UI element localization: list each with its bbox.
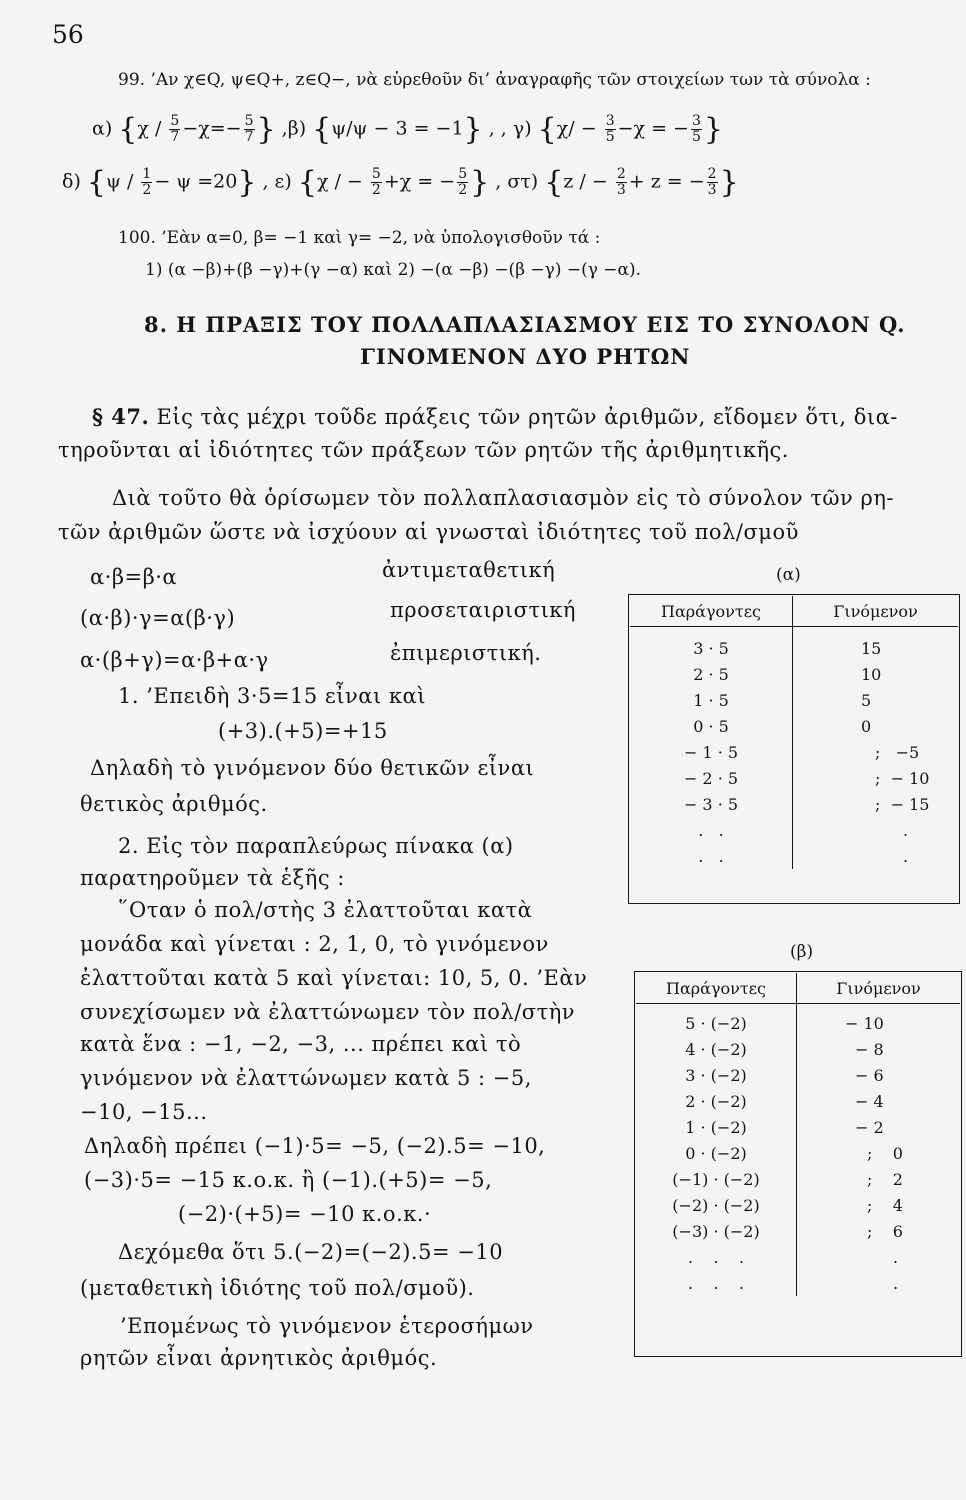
text-line: μονάδα καὶ γίνεται : 2, 1, 0, τὸ γινόμενον: [80, 932, 549, 956]
table-header: Παράγοντες: [630, 596, 793, 627]
set-a-mid: −χ=−: [182, 117, 242, 140]
table-row: [630, 661, 958, 687]
factor-cell: 1 · (−2): [636, 1114, 797, 1140]
exercise-99-line1: α) {χ / $\frac{5}{7}$ −χ=− $\frac{5}{7}$ } ,β) {ψ/ψ − 3 = −1} , , γ) {χ/ − $\frac{3}{5}$ −χ = − $\frac{3}{5}$ }: [92, 112, 723, 147]
product-cell: − 4: [855, 1091, 884, 1111]
set-b-label: ,β): [281, 117, 307, 140]
exercise-99-line2: δ) {ψ / $\frac{1}{2}$ − ψ =20} , ε) {χ / − $\frac{5}{2}$ +χ = − $\frac{5}{2}$ } , στ) {z / − $\frac{2}{3}$ + z = − $\frac{2}{3}$ }: [62, 165, 739, 200]
text-line: −10, −15...: [80, 1100, 208, 1124]
product-cell: 0: [861, 716, 872, 736]
fraction: $\frac{2}{3}$: [707, 166, 717, 198]
table-row: [630, 843, 958, 869]
factor-cell: 2 · (−2): [636, 1088, 797, 1114]
table-row: [636, 1166, 960, 1192]
text-line: Δηλαδὴ πρέπει (−1)·5= −5, (−2).5= −10,: [84, 1134, 546, 1158]
text-line: παρατηροῦμεν τὰ ἑξῆς :: [80, 866, 345, 890]
set-a-label: α): [92, 117, 113, 140]
text-line: συνεχίσωμεν νὰ ἐλαττώνωμεν τὸν πολ/στὴν: [80, 1000, 576, 1024]
text-line: 1. ’Επειδὴ 3·5=15 εἶναι καὶ: [118, 684, 426, 708]
table-header: Γινόμενον: [793, 596, 959, 627]
property-name: προσεταιριστική: [390, 598, 577, 622]
factor-cell: . .: [630, 843, 793, 869]
product-cell: .: [893, 1247, 899, 1267]
factor-cell: 3 · 5: [630, 627, 793, 662]
fraction: $\frac{3}{5}$: [605, 113, 615, 145]
table-a: [630, 596, 958, 869]
table-header: Παράγοντες: [636, 973, 797, 1004]
set-g-pre: χ/ −: [556, 117, 597, 140]
text-line: (−3)·5= −15 κ.ο.κ. ἢ (−1).(+5)= −5,: [84, 1168, 493, 1192]
fraction: $\frac{5}{7}$: [244, 113, 254, 145]
fraction: $\frac{1}{2}$: [142, 166, 152, 198]
table-row: [630, 713, 958, 739]
product-cell: ; 6: [867, 1221, 903, 1241]
para-47-number: § 47.: [92, 404, 150, 429]
product-cell: 10: [861, 664, 882, 684]
table-row: [636, 1244, 960, 1270]
text-line: (−2)·(+5)= −10 κ.ο.κ.·: [178, 1202, 432, 1226]
set-b-body: ψ/ψ − 3 = −1: [331, 117, 464, 140]
factor-cell: 5 · (−2): [636, 1004, 797, 1037]
text-line: κατὰ ἕνα : −1, −2, −3, ... πρέπει καὶ τὸ: [80, 1032, 522, 1056]
text-line: ῞Οταν ὁ πολ/στὴς 3 ἐλαττοῦται κατὰ: [118, 898, 533, 922]
product-cell: ; − 15: [875, 794, 930, 814]
table-row: [636, 1140, 960, 1166]
fraction: $\frac{5}{2}$: [371, 166, 381, 198]
table-b-caption: (β): [790, 942, 814, 962]
product-cell: 5: [861, 690, 872, 710]
set-d-label: δ): [62, 170, 81, 193]
property-formula: α·(β+γ)=α·β+α·γ: [80, 648, 269, 672]
table-row: [630, 817, 958, 843]
section-title: 8. Η ΠΡΑΞΙΣ ΤΟΥ ΠΟΛΛΑΠΛΑΣΙΑΣΜΟΥ ΕΙΣ ΤΟ ΣΥΝΟΛΟΝ Q.: [144, 312, 906, 337]
text-line: 2. Εἰς τὸν παραπλεύρως πίνακα (α): [118, 834, 514, 858]
product-cell: .: [903, 820, 909, 840]
fraction: $\frac{2}{3}$: [616, 166, 626, 198]
property-name: ἐπιμεριστική.: [390, 641, 542, 665]
property-formula: α·β=β·α: [90, 565, 178, 589]
fraction: $\frac{5}{7}$: [170, 113, 180, 145]
set-e-label: , ε): [262, 170, 292, 193]
table-row: [636, 1192, 960, 1218]
set-st-pre: z / −: [563, 170, 608, 193]
factor-cell: 1 · 5: [630, 687, 793, 713]
product-cell: ; 0: [867, 1143, 903, 1163]
text-line: Δηλαδὴ τὸ γινόμενον δύο θετικῶν εἶναι: [90, 756, 535, 780]
fraction: $\frac{3}{5}$: [691, 113, 701, 145]
table-row: [630, 765, 958, 791]
exercise-100-line: 1) (α −β)+(β −γ)+(γ −α) καὶ 2) −(α −β) −(β −γ) −(γ −α).: [145, 260, 642, 280]
table-a-caption: (α): [776, 565, 801, 585]
property-name: ἀντιμεταθετική: [382, 558, 556, 582]
factor-cell: (−3) · (−2): [636, 1218, 797, 1244]
table-row: [636, 1062, 960, 1088]
text-line: Δεχόμεθα ὅτι 5.(−2)=(−2).5= −10: [118, 1240, 504, 1264]
para-47-line4: τῶν ἀριθμῶν ὥστε νὰ ἰσχύουν αἱ γνωσταὶ ἰδιότητες τοῦ πολ/σμοῦ: [58, 520, 799, 544]
text-line: ’Επομένως τὸ γινόμενον ἑτεροσήμων: [120, 1314, 534, 1338]
set-g-mid: −χ = −: [617, 117, 689, 140]
product-cell: − 6: [855, 1065, 884, 1085]
para-47-line1: [92, 404, 898, 429]
factor-cell: 4 · (−2): [636, 1036, 797, 1062]
set-a-pre: χ /: [137, 117, 162, 140]
exercise-100-intro: 100. ’Εὰν α=0, β= −1 καὶ γ= −2, νὰ ὑπολογισθοῦν τά :: [118, 228, 601, 248]
product-cell: ; 4: [867, 1195, 903, 1215]
fraction: $\frac{5}{2}$: [458, 166, 468, 198]
table-b: [636, 973, 960, 1296]
set-d-mid: − ψ =20: [154, 170, 238, 193]
factor-cell: 0 · (−2): [636, 1140, 797, 1166]
factor-cell: − 1 · 5: [630, 739, 793, 765]
table-row: [636, 1036, 960, 1062]
table-row: [636, 1004, 960, 1037]
set-st-label: , στ): [495, 170, 539, 193]
factor-cell: 0 · 5: [630, 713, 793, 739]
set-g-label: , , γ): [488, 117, 532, 140]
factor-cell: (−2) · (−2): [636, 1192, 797, 1218]
para-47-line3: Διὰ τοῦτο θὰ ὁρίσωμεν τὸν πολλαπλασιασμὸν εἰς τὸ σύνολον τῶν ρη-: [112, 486, 895, 510]
table-row: [630, 627, 958, 662]
text-line: (+3).(+5)=+15: [218, 719, 388, 743]
text-line: θετικὸς ἀριθμός.: [80, 792, 268, 816]
table-row: [636, 1270, 960, 1296]
set-d-pre: ψ /: [106, 170, 134, 193]
section-subtitle: ΓΙΝΟΜΕΝΟΝ ΔΥΟ ΡΗΤΩΝ: [360, 344, 691, 369]
page-number: 56: [52, 20, 84, 49]
para-47-line2: τηροῦνται αἱ ἰδιότητες τῶν πράξεων τῶν ρητῶν τῆς ἀριθμητικῆς.: [58, 438, 789, 462]
table-row: [636, 1088, 960, 1114]
table-row: [630, 791, 958, 817]
product-cell: 15: [861, 638, 882, 658]
set-e-pre: χ / −: [316, 170, 363, 193]
product-cell: ; 2: [867, 1169, 903, 1189]
exercise-99-intro: 99. ’Αν χ∈Q, ψ∈Q+, z∈Q−, νὰ εὑρεθοῦν δι’ ἀναγραφῆς τῶν στοιχείων των τὰ σύνολα :: [118, 70, 871, 90]
para-47-text: Εἰς τὰς μέχρι τοῦδε πράξεις τῶν ρητῶν ἀριθμῶν, εἴδομεν ὅτι, δια-: [156, 405, 898, 429]
factor-cell: 2 · 5: [630, 661, 793, 687]
factor-cell: − 3 · 5: [630, 791, 793, 817]
text-line: ρητῶν εἶναι ἀρνητικὸς ἀριθμός.: [80, 1346, 438, 1370]
factor-cell: . .: [630, 817, 793, 843]
text-line: γινόμενον νὰ ἐλαττώνωμεν κατὰ 5 : −5,: [80, 1066, 532, 1090]
product-cell: ; −5: [875, 742, 920, 762]
product-cell: − 2: [855, 1117, 884, 1137]
table-header: Γινόμενον: [797, 973, 961, 1004]
factor-cell: (−1) · (−2): [636, 1166, 797, 1192]
product-cell: − 10: [845, 1013, 884, 1033]
table-row: [636, 1218, 960, 1244]
table-row: [636, 1114, 960, 1140]
factor-cell: . . .: [636, 1270, 797, 1296]
factor-cell: 3 · (−2): [636, 1062, 797, 1088]
property-formula: (α·β)·γ=α(β·γ): [80, 606, 236, 630]
factor-cell: . . .: [636, 1244, 797, 1270]
text-line: ἐλαττοῦται κατὰ 5 καὶ γίνεται: 10, 5, 0. ’Εὰν: [80, 966, 588, 990]
product-cell: .: [903, 846, 909, 866]
table-row: [630, 687, 958, 713]
product-cell: − 8: [855, 1039, 884, 1059]
text-line: (μεταθετικὴ ἰδιότης τοῦ πολ/σμοῦ).: [80, 1276, 475, 1300]
product-cell: .: [893, 1273, 899, 1293]
product-cell: ; − 10: [875, 768, 930, 788]
factor-cell: − 2 · 5: [630, 765, 793, 791]
set-e-mid: +χ = −: [383, 170, 456, 193]
table-row: [630, 739, 958, 765]
set-st-mid: + z = −: [628, 170, 705, 193]
